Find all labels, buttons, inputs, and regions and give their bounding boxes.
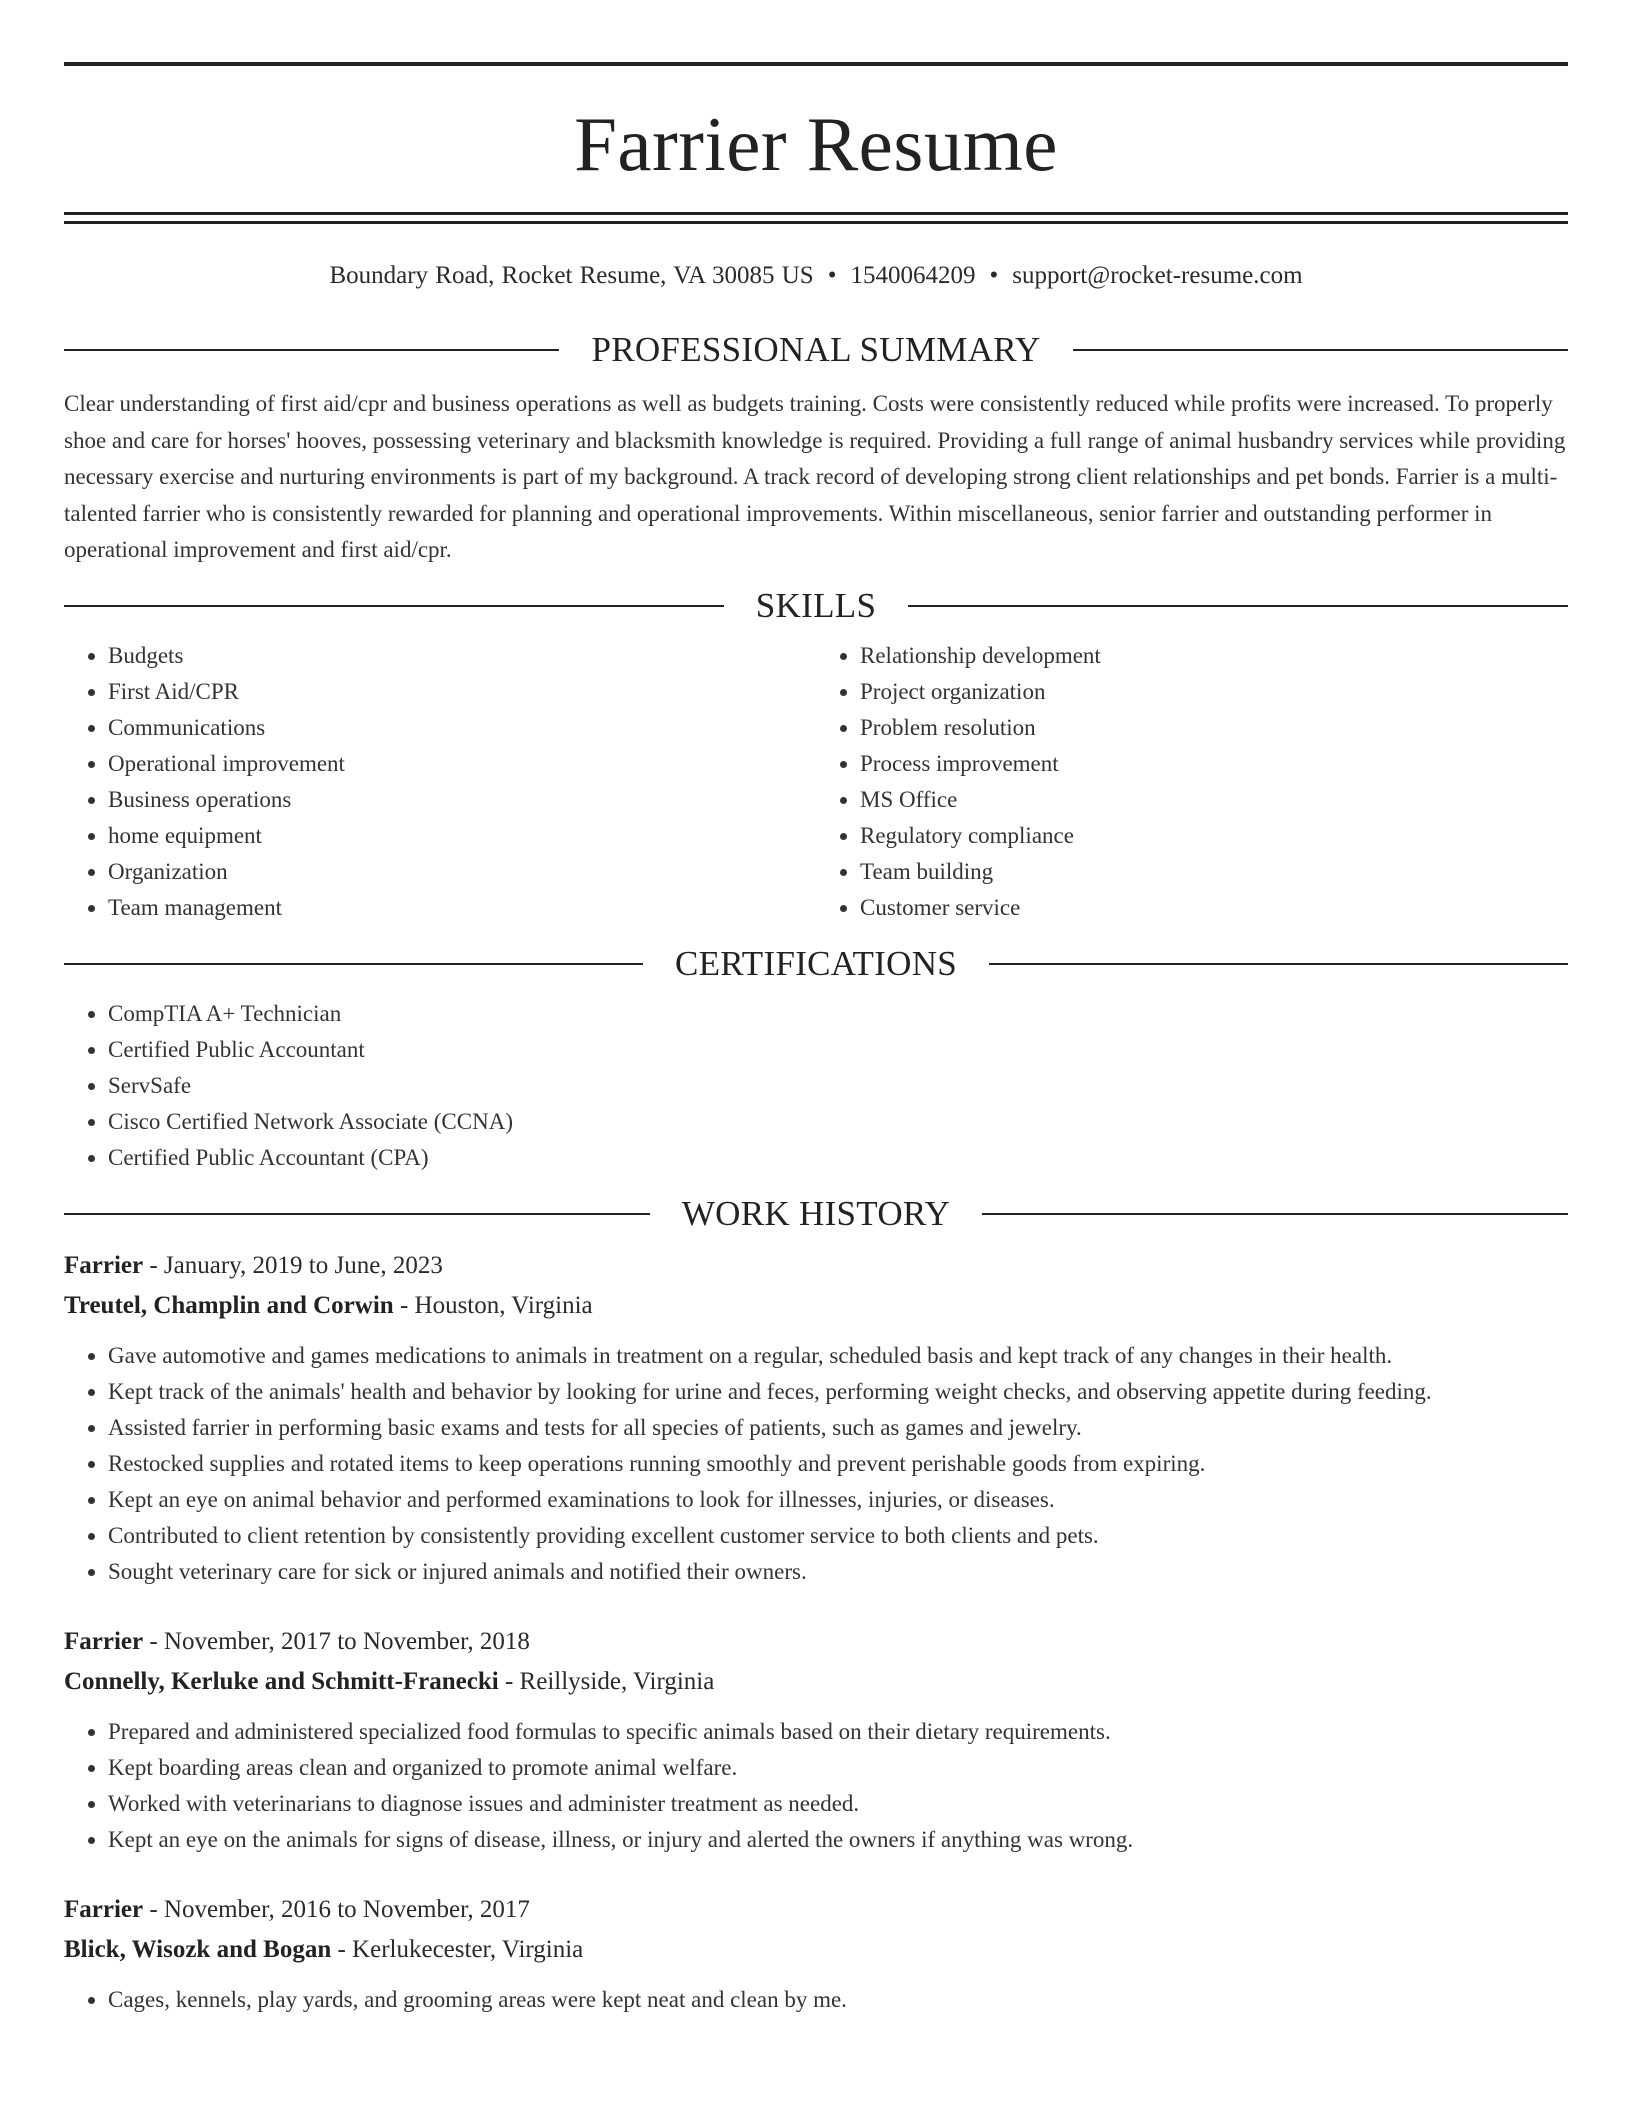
job-location: - Houston, Virginia xyxy=(393,1291,593,1319)
job-duties-list xyxy=(64,1338,1568,1590)
heading-rule xyxy=(908,605,1568,607)
skills-column-right xyxy=(816,638,1568,926)
job-duties-list xyxy=(64,1982,1568,2018)
list-item: • Process improvement xyxy=(860,746,1568,782)
certifications-heading-label: CERTIFICATIONS xyxy=(674,943,958,983)
contact-email: support@rocket-resume.com xyxy=(1012,262,1303,289)
work-history-heading xyxy=(64,1192,1568,1236)
list-item: • ServSafe xyxy=(108,1068,1568,1104)
list-item: • Customer service xyxy=(860,890,1568,926)
contact-line xyxy=(64,259,1568,293)
job-company: Blick, Wisozk and Bogan xyxy=(64,1935,332,1963)
job-dates: - November, 2017 to November, 2018 xyxy=(143,1627,530,1655)
list-item: • Team building xyxy=(860,854,1568,890)
heading-rule xyxy=(64,963,643,965)
list-item: • Budgets xyxy=(108,638,816,674)
list-item: • CompTIA A+ Technician xyxy=(108,996,1568,1032)
contact-separator: • xyxy=(989,262,999,289)
list-item: • Team management xyxy=(108,890,816,926)
job-company: Connelly, Kerluke and Schmitt-Franecki xyxy=(64,1667,499,1695)
skills-heading-label: SKILLS xyxy=(755,585,877,625)
contact-separator: • xyxy=(827,262,837,289)
job-title-line xyxy=(64,1622,1568,1662)
work-history-jobs xyxy=(64,1246,1568,2018)
job-title: Farrier xyxy=(64,1895,144,1923)
list-item: • Kept an eye on animal behavior and performed examinations to look for illnesses, injuries, or diseases. xyxy=(108,1482,1568,1518)
list-item: • Kept track of the animals' health and behavior by looking for urine and feces, performing weight checks, and observing appetite during feeding. xyxy=(108,1374,1568,1410)
heading-rule xyxy=(982,1213,1568,1215)
job-location: - Kerlukecester, Virginia xyxy=(331,1935,584,1963)
resume-title: Farrier Resume xyxy=(574,101,1058,187)
heading-rule xyxy=(1073,349,1568,351)
list-item: • First Aid/CPR xyxy=(108,674,816,710)
list-item: • Project organization xyxy=(860,674,1568,710)
job-title: Farrier xyxy=(64,1627,144,1655)
list-item: • Kept boarding areas clean and organized to promote animal welfare. xyxy=(108,1750,1568,1786)
job-location: - Reillyside, Virginia xyxy=(498,1667,715,1695)
job-title-line xyxy=(64,1890,1568,1930)
heading-rule xyxy=(64,1213,650,1215)
list-item: • Contributed to client retention by consistently providing excellent customer service to both clients and pets. xyxy=(108,1518,1568,1554)
heading-rule xyxy=(989,963,1568,965)
list-item: • home equipment xyxy=(108,818,816,854)
list-item: • Certified Public Accountant xyxy=(108,1032,1568,1068)
work-history-heading-label: WORK HISTORY xyxy=(681,1193,951,1233)
list-item: • Operational improvement xyxy=(108,746,816,782)
job-entry xyxy=(64,1890,1568,2018)
summary-text: Clear understanding of first aid/cpr and business operations as well as budgets training. Costs were consistently reduced while profits were increased. To properly shoe and care for horses' hooves, possessing veterinary and blacksmith knowledge is required. Providing a full range of animal husbandry services while providing necessary exercise and nurturing environments is part of my background. A track record of developing strong client relationships and pet bonds. Farrier is a multi-talented farrier who is consistently rewarded for planning and operational improvements. Within miscellaneous, senior farrier and outstanding performer in operational improvement and first aid/cpr. xyxy=(64,391,1566,563)
summary-heading-label: PROFESSIONAL SUMMARY xyxy=(591,330,1041,369)
list-item: • Prepared and administered specialized food formulas to specific animals based on their dietary requirements. xyxy=(108,1714,1568,1750)
job-title: Farrier xyxy=(64,1251,144,1279)
certifications-list xyxy=(64,996,1568,1176)
list-item: • Regulatory compliance xyxy=(860,818,1568,854)
job-dates: - January, 2019 to June, 2023 xyxy=(143,1251,443,1279)
list-item: • Business operations xyxy=(108,782,816,818)
job-company-line xyxy=(64,1286,1568,1326)
contact-address: Boundary Road, Rocket Resume, VA 30085 US xyxy=(329,262,814,289)
list-item: • Certified Public Accountant (CPA) xyxy=(108,1140,1568,1176)
list-item: • MS Office xyxy=(860,782,1568,818)
job-company-line xyxy=(64,1930,1568,1970)
contact-phone: 1540064209 xyxy=(850,262,976,289)
job-title-line xyxy=(64,1246,1568,1286)
job-company-line xyxy=(64,1662,1568,1702)
list-item: • Relationship development xyxy=(860,638,1568,674)
title-double-rule xyxy=(64,212,1568,224)
heading-rule xyxy=(64,349,559,351)
skills-list-left xyxy=(64,638,816,926)
list-item: • Problem resolution xyxy=(860,710,1568,746)
top-rule xyxy=(64,62,1568,66)
list-item: • Cages, kennels, play yards, and grooming areas were kept neat and clean by me. xyxy=(108,1982,1568,2018)
skills-column-left xyxy=(64,638,816,926)
list-item: • Cisco Certified Network Associate (CCNA) xyxy=(108,1104,1568,1140)
job-entry xyxy=(64,1622,1568,1858)
list-item: • Sought veterinary care for sick or injured animals and notified their owners. xyxy=(108,1554,1568,1590)
list-item: • Gave automotive and games medications to animals in treatment on a regular, scheduled basis and kept track of any changes in their health. xyxy=(108,1338,1568,1374)
list-item: • Communications xyxy=(108,710,816,746)
certifications-heading xyxy=(64,942,1568,986)
job-entry xyxy=(64,1246,1568,1590)
list-item: • Organization xyxy=(108,854,816,890)
list-item: • Worked with veterinarians to diagnose issues and administer treatment as needed. xyxy=(108,1786,1568,1822)
job-duties-list xyxy=(64,1714,1568,1858)
list-item: • Kept an eye on the animals for signs of disease, illness, or injury and alerted the owners if anything was wrong. xyxy=(108,1822,1568,1858)
skills-heading xyxy=(64,584,1568,628)
job-company: Treutel, Champlin and Corwin xyxy=(64,1291,394,1319)
heading-rule xyxy=(64,605,724,607)
list-item: • Assisted farrier in performing basic exams and tests for all species of patients, such as games and jewelry. xyxy=(108,1410,1568,1446)
skills-list-right xyxy=(816,638,1568,926)
list-item: • Restocked supplies and rotated items to keep operations running smoothly and prevent perishable goods from expiring. xyxy=(108,1446,1568,1482)
skills-grid xyxy=(64,638,1568,926)
job-dates: - November, 2016 to November, 2017 xyxy=(143,1895,530,1923)
summary-heading xyxy=(64,328,1568,372)
